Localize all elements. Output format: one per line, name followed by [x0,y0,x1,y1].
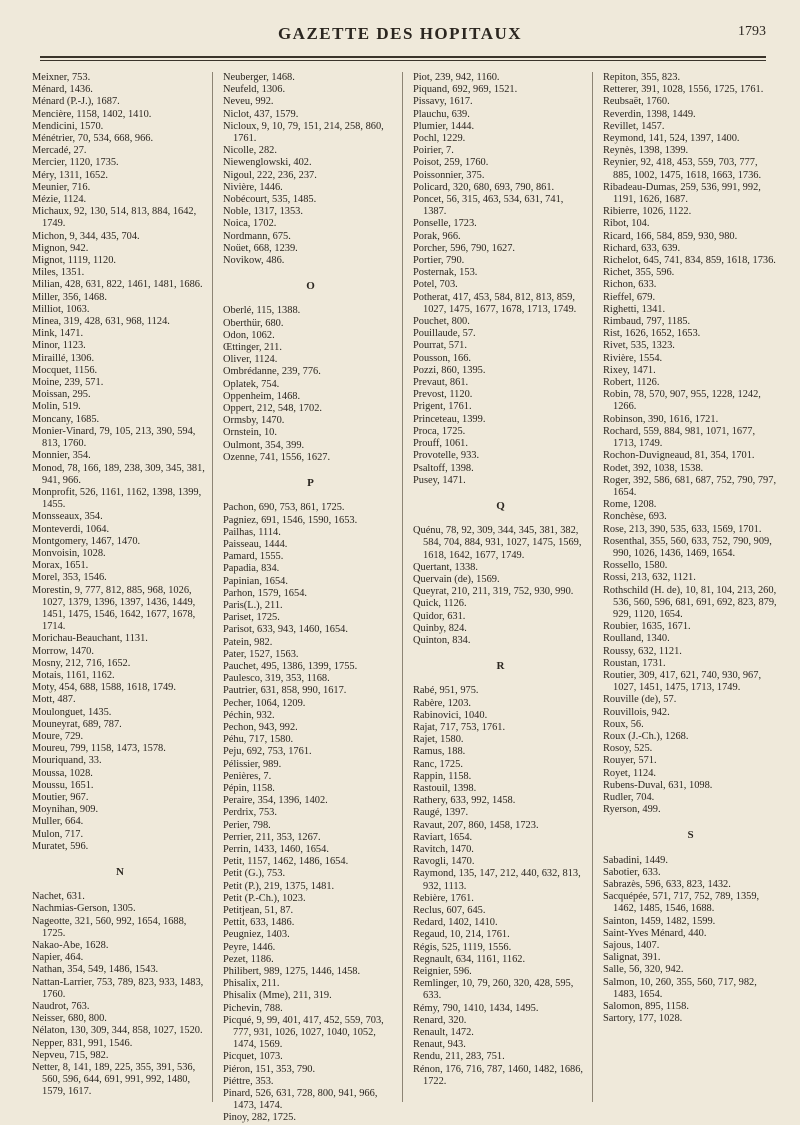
index-entry: Picqué, 9, 99, 401, 417, 452, 559, 703, 777, 931, 1026, 1027, 1040, 1052, 1474, 1569. [223,1014,384,1051]
index-entry: Reverdin, 1398, 1449. [603,108,696,120]
index-entry: Nivière, 1446. [223,181,283,193]
index-entry: Robert, 1126. [603,377,660,389]
index-entry: Niewenglowski, 402. [223,157,312,169]
index-entry: Miles, 1351. [32,267,85,279]
index-entry: Ornstein, 10. [223,427,277,439]
index-entry: Ménétrier, 70, 534, 668, 966. [32,133,154,145]
index-entry: Ombrédanne, 239, 776. [223,366,321,378]
index-entry: Pachon, 690, 753, 861, 1725. [223,502,345,514]
index-entry: Ménard (P.-J.), 1687. [32,96,120,108]
index-entry: Mott, 487. [32,694,76,706]
index-entry: Rothschild (H. de), 10, 81, 104, 213, 260, 536, 560, 596, 681, 691, 692, 823, 879, 929, 1120, 1654. [603,584,777,620]
index-entry: Moty, 454, 688, 1588, 1618, 1749. [32,682,176,694]
index-entry: Ravaut, 207, 860, 1458, 1723. [413,819,539,831]
index-entry: Paisseau, 1444. [223,538,288,550]
index-entry: Peju, 692, 753, 1761. [223,746,312,758]
index-entry: Moncany, 1685. [32,413,100,425]
index-entry: Renard, 320. [413,1014,467,1026]
index-entry: Moureu, 799, 1158, 1473, 1578. [32,743,166,755]
index-entry: Pagniez, 691, 1546, 1590, 1653. [223,514,358,526]
index-column-1 [22,72,212,1102]
index-entry: Nachet, 631. [32,891,85,903]
index-entry: Rosoy, 525. [603,743,653,755]
index-entry: Rudler, 704. [603,791,655,803]
index-entry: Rixey, 1471. [603,364,656,376]
index-entry: Roux (J.-Ch.), 1268. [603,730,689,742]
index-entry: Pauchet, 495, 1386, 1399, 1755. [223,660,358,672]
index-entry: Sabrazès, 596, 633, 823, 1432. [603,879,731,890]
index-entry: Mink, 1471. [32,328,84,340]
index-entry: Peyre, 1446. [223,941,276,953]
index-entry: Oplatek, 754. [223,378,280,390]
index-entry: Nicolle, 282. [223,145,277,157]
index-entry: Péhu, 717, 1580. [223,734,294,746]
index-entry: Ribot, 104. [603,218,650,230]
index-entry: Salomon, 895, 1158. [603,1001,689,1013]
index-entry: Reymond, 141, 524, 1397, 1400. [603,133,740,145]
index-entry: Plumier, 1444. [413,120,475,132]
index-entry: Routier, 309, 417, 621, 740, 930, 967, 1027, 1451, 1475, 1713, 1749. [603,669,762,694]
index-entry: Pozzi, 860, 1395. [413,364,486,376]
index-entry: Posternak, 153. [413,267,478,279]
index-entry: Muratet, 596. [32,840,89,852]
index-entry: Mignot, 1119, 1120. [32,255,116,267]
index-entry: Ryerson, 499. [603,804,661,816]
index-entry: Pezet, 1186. [223,953,274,965]
index-entry: Monier-Vinard, 79, 105, 213, 390, 594, 813, 1760. [32,425,196,450]
index-entry: Rabinovici, 1040. [413,709,488,721]
index-entry: Parisot, 633, 943, 1460, 1654. [223,624,348,636]
index-entry: Moissan, 295. [32,389,91,401]
index-entry: Minea, 319, 428, 631, 968, 1124. [32,316,170,328]
index-entry: Provotelle, 933. [413,450,480,462]
index-entry: Mencière, 1158, 1402, 1410. [32,108,152,120]
index-entry: Mercadé, 27. [32,145,87,157]
index-entry: Quick, 1126. [413,598,467,610]
index-entry: Péchin, 932. [223,709,275,721]
index-entry: Quénu, 78, 92, 309, 344, 345, 381, 382, 584, 704, 884, 931, 1027, 1475, 1569, 1618, 1642, 1677, 1749. [413,525,582,561]
index-entry: Ravogli, 1470. [413,856,475,868]
index-entry: Renaut, 943. [413,1039,466,1051]
index-entry: Neisser, 680, 800. [32,1013,107,1025]
index-entry: Roustan, 1731. [603,657,666,669]
index-entry: Ozenne, 741, 1556, 1627. [223,451,331,463]
index-entry: Moure, 729. [32,730,84,742]
index-entry: Monsseaux, 354. [32,511,103,523]
index-entry: Richet, 355, 596. [603,267,675,279]
index-entry: Roubier, 1635, 1671. [603,621,691,633]
index-entry: Reynès, 1398, 1399. [603,145,689,157]
index-entry: Nepveu, 715, 982. [32,1049,109,1061]
section-letter: R [496,660,505,673]
index-entry: Roussy, 632, 1121. [603,645,682,657]
index-entry: Napier, 464. [32,952,84,964]
index-entry: Rouyer, 571. [603,755,657,767]
index-entry: Mocquet, 1156. [32,364,98,376]
index-entry: Reclus, 607, 645. [413,905,486,916]
index-entry: Picquet, 1073. [223,1051,283,1063]
index-entry: Pinard, 526, 631, 728, 800, 941, 966, 1473, 1474. [223,1088,378,1112]
index-entry: Policard, 320, 680, 693, 790, 861. [413,181,555,193]
index-entry: Redard, 1402, 1410. [413,917,498,929]
section-letter: P [307,477,314,490]
index-entry: Morel, 353, 1546. [32,572,107,584]
index-entry: Petit, 1157, 1462, 1486, 1654. [223,856,349,868]
index-entry: Nageotte, 321, 560, 992, 1654, 1688, 1725. [32,915,187,939]
index-entry: Sabadini, 1449. [603,854,668,866]
index-entry: Minor, 1123. [32,340,86,352]
index-entry: Monteverdi, 1064. [32,523,110,535]
index-entry: Régis, 525, 1119, 1556. [413,941,512,953]
index-entry: Reignier, 596. [413,966,472,978]
index-entry: Nordmann, 675. [223,230,291,242]
index-entry: Sartory, 177, 1028. [603,1013,683,1025]
index-entry: Oliver, 1124. [223,354,278,366]
index-column-2 [212,72,402,1124]
index-entry: Neufeld, 1306. [223,84,286,96]
index-entry: Quidor, 631. [413,610,466,622]
index-entry: Nachmias-Gerson, 1305. [32,903,136,915]
index-entry: Piquand, 692, 969, 1521. [413,84,518,96]
index-entry: Mouriquand, 33. [32,755,102,767]
index-entry: Neveu, 992. [223,96,274,108]
index-entry: Retterer, 391, 1028, 1556, 1725, 1761. [603,84,764,96]
index-entry: Poissonnier, 375. [413,169,485,181]
index-entry: Nobécourt, 535, 1485. [223,194,317,206]
index-entry: Miller, 356, 1468. [32,291,107,303]
index-entry: Queyrat, 210, 211, 319, 752, 930, 990. [413,586,574,598]
page-title: GAZETTE DES HOPITAUX [277,24,523,43]
index-entry: Morrow, 1470. [32,645,94,657]
index-entry: Raugé, 1397. [413,807,469,819]
index-entry: Mézie, 1124. [32,194,87,206]
index-entry: Noble, 1317, 1353. [223,206,303,218]
index-entry: Moutier, 967. [32,791,89,803]
index-entry: Rabé, 951, 975. [413,685,479,697]
index-entry: Rubens-Duval, 631, 1098. [603,779,713,791]
index-entry: Mouneyrat, 689, 787. [32,718,122,730]
index-column-4 [592,72,782,1102]
index-entry: Robinson, 390, 1616, 1721. [603,413,719,425]
index-entry: Moussa, 1028. [32,767,93,779]
index-entry: Moussu, 1651. [32,779,94,791]
index-entry: Rathery, 633, 992, 1458. [413,795,516,807]
index-entry: Royet, 1124. [603,767,657,779]
header-rule-thin [40,60,766,61]
index-entry: Sajous, 1407. [603,940,660,952]
index-entry: Richard, 633, 639. [603,242,681,254]
index-entry: Monnier, 354. [32,450,91,462]
index-entry: Roux, 56. [603,718,644,730]
index-entry: Peugniez, 1403. [223,929,290,941]
index-entry: Pettit, 633, 1486. [223,917,295,929]
index-entry: Naudrot, 763. [32,1001,90,1013]
index-entry: Salmon, 10, 260, 355, 560, 717, 982, 1483, 1654. [603,976,757,1000]
index-entry: Odon, 1062. [223,329,275,341]
index-entry: Rabère, 1203. [413,697,471,709]
index-entry: Nélaton, 130, 309, 344, 858, 1027, 1520. [32,1025,203,1037]
index-entry: Rajet, 1580. [413,734,464,746]
index-entry: Noica, 1702. [223,218,277,230]
index-entry: Milliot, 1063. [32,303,90,315]
page-number: 1793 [738,24,766,39]
index-entry: Rose, 213, 390, 535, 633, 1569, 1701. [603,523,762,535]
section-letter: O [306,280,315,293]
index-entry: Piéron, 151, 353, 790. [223,1063,316,1075]
index-entry: Neuberger, 1468. [223,72,295,83]
index-entry: Monvoisin, 1028. [32,547,106,559]
index-entry: Miraillé, 1306. [32,352,95,364]
index-entry: Perrin, 1433, 1460, 1654. [223,843,329,855]
index-entry: Petit (P.-Ch.), 1023. [223,892,306,904]
index-entry: Phisalix (Mme), 211, 319. [223,990,332,1002]
index-entry: Nattan-Larrier, 753, 789, 823, 933, 1483, 1760. [32,976,204,1000]
index-entry: Rouvillois, 942. [603,706,670,718]
index-entry: Raviart, 1654. [413,831,473,843]
index-entry: Mulon, 717. [32,828,84,840]
index-entry: Pourrat, 571. [413,340,467,352]
index-entry: Richon, 633. [603,279,657,291]
index-entry: Poncet, 56, 315, 463, 534, 631, 741, 1387. [413,194,564,218]
index-entry: Oulmont, 354, 399. [223,439,305,451]
index-entry: Pouillaude, 57. [413,328,476,340]
index-entry: Pissavy, 1617. [413,96,473,108]
index-entry: Nigoul, 222, 236, 237. [223,169,317,181]
index-entry: Salignat, 391. [603,952,661,964]
index-entry: Piéttre, 353. [223,1075,274,1087]
index-entry: Ramus, 188. [413,746,466,758]
index-entry: Ravitch, 1470. [413,843,474,855]
index-entry: Regnault, 634, 1161, 1162. [413,953,526,965]
index-entry: Ormsby, 1470. [223,415,285,427]
index-entry: Montgomery, 1467, 1470. [32,535,141,547]
index-entry: Mendicini, 1570. [32,120,104,132]
index-entry: Rappin, 1158. [413,770,472,782]
index-entry: Pépin, 1158. [223,782,275,794]
index-entry: Ponselle, 1723. [413,218,477,230]
index-entry: Prigent, 1761. [413,401,472,413]
index-entry: Remlinger, 10, 79, 260, 320, 428, 595, 633. [413,978,574,1002]
index-entry: Rossello, 1580. [603,560,668,572]
header-rule [40,56,766,58]
index-entry: Rochard, 559, 884, 981, 1071, 1677, 1713, 1749. [603,425,756,450]
index-entry: Sabotier, 633. [603,866,661,878]
index-entry: Prevost, 1120. [413,389,473,401]
index-entry: Pariset, 1725. [223,612,280,624]
index-entry: Pater, 1527, 1563. [223,648,299,660]
index-entry: Pinoy, 282, 1725. [223,1112,296,1124]
index-entry: Rossi, 213, 632, 1121. [603,572,696,584]
index-entry: Ricard, 166, 584, 859, 930, 980. [603,230,738,242]
index-entry: Motais, 1161, 1162. [32,669,115,681]
index-entry: Portier, 790. [413,255,465,267]
index-entry: Perier, 798. [223,819,271,831]
index-entry: Saint-Yves Ménard, 440. [603,927,707,939]
index-entry: Perdrix, 753. [223,807,277,819]
index-entry: Repiton, 355, 823. [603,72,681,83]
index-entry: Novikow, 486. [223,255,285,267]
index-entry: Oppenheim, 1468. [223,390,301,402]
index-entry: Roger, 392, 586, 681, 687, 752, 790, 797, 1654. [603,474,777,498]
index-entry: Papinian, 1654. [223,575,288,587]
index-entry: Peraire, 354, 1396, 1402. [223,795,328,807]
index-entry: Rebière, 1761. [413,892,474,904]
index-entry: Paulesco, 319, 353, 1168. [223,673,330,685]
index-entry: Rénon, 176, 716, 787, 1460, 1482, 1686, 1722. [413,1063,583,1087]
index-entry: Rémy, 790, 1410, 1434, 1495. [413,1002,539,1014]
index-entry: Rodet, 392, 1038, 1538. [603,462,704,474]
index-entry: Roulland, 1340. [603,633,670,645]
index-entry: Moulonguet, 1435. [32,706,112,718]
index-entry: Nakao-Abe, 1628. [32,940,109,952]
index-entry: Œttinger, 211. [223,342,282,354]
index-entry: Molin, 519. [32,401,81,413]
index-entry: Pechon, 943, 992. [223,721,298,733]
index-entry: Pecher, 1064, 1209. [223,697,306,709]
index-column-3 [402,72,592,1102]
index-entry: Petit (P.), 219, 1375, 1481. [223,880,335,892]
index-entry: Quervain (de), 1569. [413,573,500,585]
index-entry: Rome, 1208. [603,499,657,511]
index-entry: Psaltoff, 1398. [413,462,474,474]
index-entry: Moine, 239, 571. [32,377,104,389]
index-entry: Rivière, 1554. [603,352,663,364]
index-entry: Perrier, 211, 353, 1267. [223,831,321,843]
index-entry: Renault, 1472. [413,1027,474,1039]
index-entry: Paris(L.), 211. [223,599,283,611]
index-entry: Quinby, 824. [413,622,467,634]
index-entry: Ribadeau-Dumas, 259, 536, 991, 992, 1191, 1626, 1687. [603,181,761,206]
index-entry: Poirier, 7. [413,145,454,157]
index-entry: Rendu, 211, 283, 751. [413,1051,505,1063]
index-entry: Muller, 664. [32,816,84,828]
index-entry: Piot, 239, 942, 1160. [413,72,500,83]
index-entry: Philibert, 989, 1275, 1446, 1458. [223,966,361,978]
index-entry: Monod, 78, 166, 189, 238, 309, 345, 381, 941, 966. [32,462,205,486]
index-entry: Penières, 7. [223,770,272,782]
index-entry: Ménard, 1436. [32,84,93,96]
index-entry: Poisot, 259, 1760. [413,157,489,169]
index-entry: Petitjean, 51, 87. [223,905,294,916]
index-entry: Rivet, 535, 1323. [603,340,675,352]
index-entry: Righetti, 1341. [603,303,666,315]
index-entry: Rist, 1626, 1652, 1653. [603,328,701,340]
index-entry: Mercier, 1120, 1735. [32,157,119,169]
index-entry: Parhon, 1579, 1654. [223,587,307,599]
index-entry: Oppert, 212, 548, 1702. [223,403,322,415]
index-entry: Ribierre, 1026, 1122. [603,206,692,218]
index-entry: Sacquépée, 571, 717, 752, 789, 1359, 1462, 1485, 1546, 1688. [603,891,760,915]
index-entry: Salle, 56, 320, 942. [603,964,684,976]
index-entry: Rieffel, 679. [603,291,656,303]
index-entry: Morestin, 9, 777, 812, 885, 968, 1026, 1027, 1379, 1396, 1397, 1436, 1449, 1451, 1475, 1546, 1642, 1677, 1678, 1714. [32,584,196,633]
index-entry: Regaud, 10, 214, 1761. [413,929,510,941]
section-letter: S [687,829,694,842]
index-entry: Plauchu, 639. [413,108,470,120]
index-entry: Raymond, 135, 147, 212, 440, 632, 813, 932, 1113. [413,868,581,892]
index-entry: Robin, 78, 570, 907, 955, 1228, 1242, 1266. [603,389,761,413]
index-columns [22,72,782,1124]
index-entry: Meixner, 753. [32,72,91,83]
index-entry: Pautrier, 631, 858, 990, 1617. [223,685,347,697]
index-entry: Potherat, 417, 453, 584, 812, 813, 859, 1027, 1475, 1677, 1678, 1713, 1749. [413,291,577,315]
index-entry: Phisalix, 211. [223,978,280,990]
index-entry: Noüet, 668, 1239. [223,242,298,254]
index-entry: Petit (G.), 753. [223,868,286,880]
index-entry: Quinton, 834. [413,634,471,646]
index-entry: Rastouil, 1398. [413,782,477,794]
index-entry: Nepper, 831, 991, 1546. [32,1037,133,1049]
index-entry: Richelot, 645, 741, 834, 859, 1618, 1736. [603,255,776,267]
index-entry: Pusey, 1471. [413,474,466,486]
index-entry: Michaux, 92, 130, 514, 813, 884, 1642, 1749. [32,206,197,230]
index-entry: Netter, 8, 141, 189, 225, 355, 391, 536, 560, 596, 644, 691, 991, 992, 1480, 1579, 1617. [32,1062,196,1098]
index-entry: Moynihan, 909. [32,804,99,816]
index-entry: Milian, 428, 631, 822, 1461, 1481, 1686. [32,279,203,291]
index-entry: Princeteau, 1399. [413,413,486,425]
section-letter: N [116,866,124,878]
section-letter: Q [496,499,505,512]
index-entry: Sainton, 1459, 1482, 1599. [603,915,716,927]
index-entry: Morax, 1651. [32,560,89,572]
index-entry: Ranc, 1725. [413,758,463,770]
index-entry: Monprofit, 526, 1161, 1162, 1398, 1399, 1455. [32,486,202,511]
index-entry: Rimbaud, 797, 1185. [603,316,691,328]
index-entry: Patein, 982. [223,636,273,648]
index-entry: Oberlé, 115, 1388. [223,305,301,317]
index-entry: Rosenthal, 355, 560, 633, 752, 790, 909, 990, 1026, 1436, 1469, 1654. [603,535,772,559]
index-entry: Rajat, 717, 753, 1761. [413,721,506,733]
index-entry: Pousson, 166. [413,352,472,364]
index-entry: Reynier, 92, 418, 453, 559, 703, 777, 885, 1002, 1475, 1618, 1663, 1736. [603,157,762,181]
index-entry: Pouchet, 800. [413,316,470,328]
index-entry: Porak, 966. [413,230,461,242]
index-entry: Prevaut, 861. [413,377,469,389]
index-entry: Revillet, 1457. [603,120,665,132]
index-entry: Méry, 1311, 1652. [32,169,108,181]
index-entry: Nathan, 354, 549, 1486, 1543. [32,964,159,976]
index-entry: Rochon-Duvigneaud, 81, 354, 1701. [603,450,755,462]
index-entry: Porcher, 596, 790, 1627. [413,242,516,254]
index-entry: Meunier, 716. [32,181,91,193]
index-entry: Michon, 9, 344, 435, 704. [32,230,140,242]
index-entry: Mosny, 212, 716, 1652. [32,657,131,669]
index-entry: Ronchèse, 693. [603,511,667,523]
index-entry: Pichevin, 788. [223,1002,283,1014]
index-entry: Pailhas, 1114. [223,526,281,538]
index-entry: Nicloux, 9, 10, 79, 151, 214, 258, 860, 1761. [223,120,384,145]
page-header [34,14,766,54]
index-entry: Papadia, 834. [223,563,280,575]
index-entry: Potel, 703. [413,279,458,291]
index-entry: Proca, 1725. [413,425,466,437]
index-entry: Oberthür, 680. [223,317,284,329]
index-entry: Rouville (de), 57. [603,694,677,706]
index-entry: Pamard, 1555. [223,551,284,563]
index-entry: Mignon, 942. [32,242,89,254]
index-entry: Quertant, 1338. [413,561,478,573]
index-entry: Pochl, 1229. [413,133,466,145]
index-entry: Prouff, 1061. [413,438,468,450]
index-entry: Reubsaët, 1760. [603,96,670,108]
index-entry: Morichau-Beauchant, 1131. [32,633,148,645]
index-entry: Niclot, 437, 1579. [223,108,299,120]
index-entry: Pélissier, 989. [223,758,282,770]
